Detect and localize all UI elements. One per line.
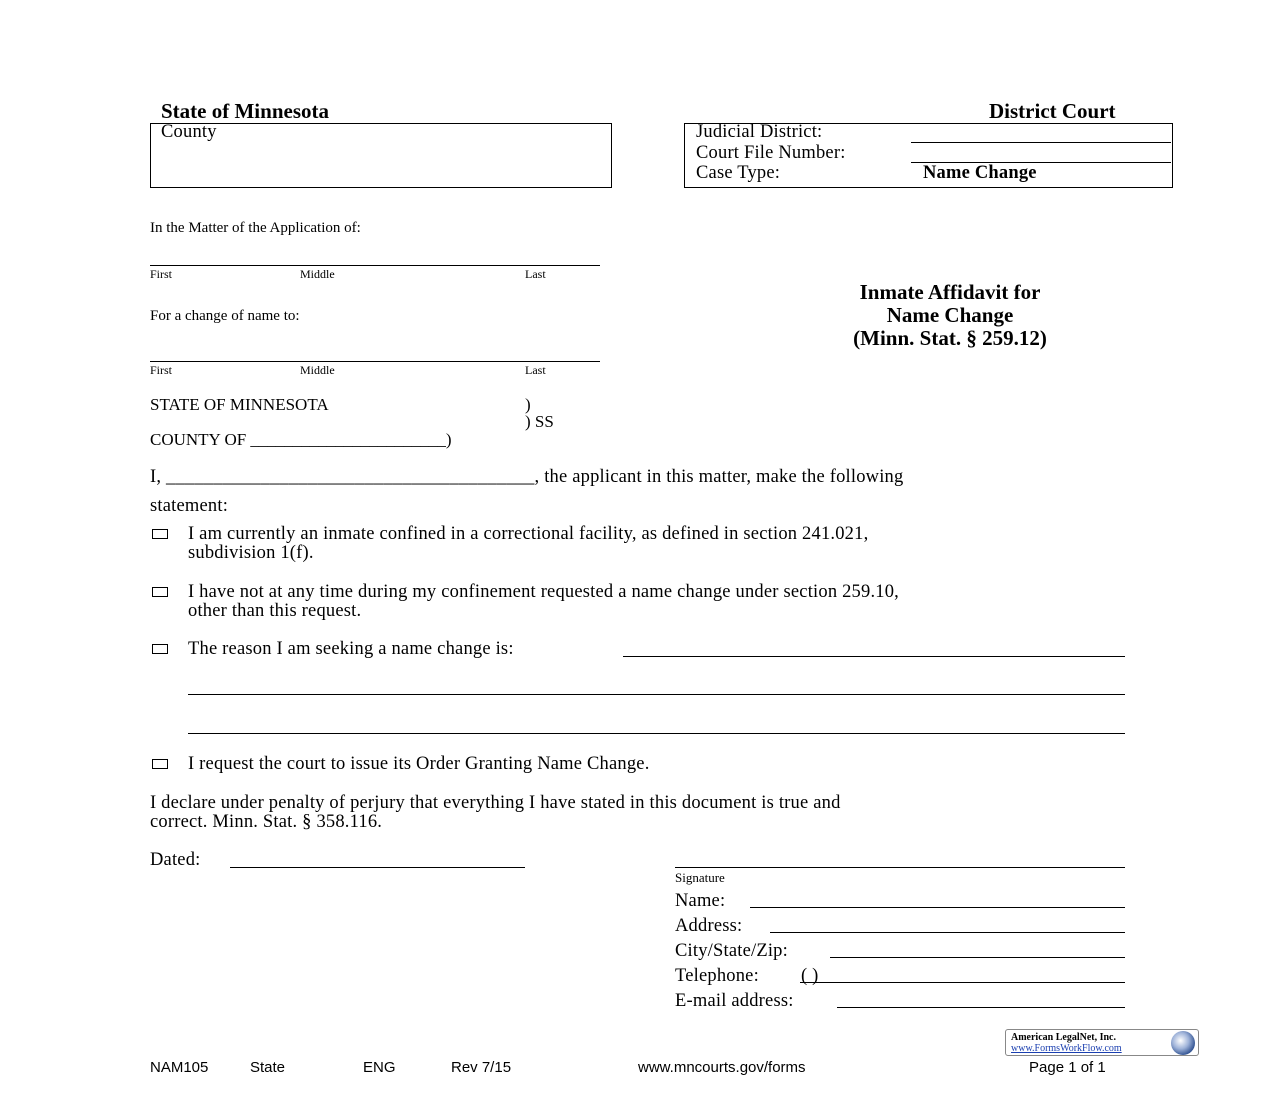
new-name-field[interactable] [150,361,600,362]
signature-label: Signature [675,870,725,885]
name-label: Name: [675,891,726,911]
phone-parens: ( ) [801,966,819,986]
first-label-2: First [150,363,173,377]
logo-company: American LegalNet, Inc. [1011,1032,1116,1043]
county-label: County [161,122,217,142]
declaration-line2: correct. Minn. Stat. § 358.116. [150,812,383,832]
footer-state: State [250,1059,286,1076]
reason-field-1[interactable] [623,656,1125,657]
matter-intro: In the Matter of the Application of: [150,220,361,236]
item2-line1: I have not at any time during my confinement requested a name change under section 259.10, [188,582,900,602]
logo-url[interactable]: www.FormsWorkFlow.com [1011,1043,1122,1054]
item1-line2: subdivision 1(f). [188,543,314,563]
inmate-checkbox[interactable] [152,529,168,539]
reason-field-2[interactable] [188,694,1125,695]
city-label: City/State/Zip: [675,941,788,961]
last-label-2: Last [525,363,546,377]
judicial-district-field[interactable] [911,142,1171,143]
reason-field-3[interactable] [188,733,1125,734]
address-label: Address: [675,916,743,936]
case-type-value: Name Change [923,163,1037,183]
case-type-label: Case Type: [696,163,781,183]
county-box[interactable] [150,123,612,188]
footer-page: Page 1 of 1 [1029,1059,1106,1076]
applicant-statement: I, _______________________________________, the applicant in this matter, make the following [150,467,904,487]
venue-state: STATE OF MINNESOTA [150,395,329,414]
middle-label-2: Middle [300,363,335,377]
applicant-name-field[interactable] [150,265,600,266]
middle-label: Middle [300,267,335,281]
venue-county: COUNTY OF _______________________) [150,430,452,449]
form-title-line1: Inmate Affidavit for [859,280,1041,304]
globe-icon [1171,1031,1195,1055]
telephone-field[interactable] [800,982,1125,983]
dated-field[interactable] [230,867,525,868]
footer-form-id: NAM105 [150,1059,209,1076]
item1-line1: I am currently an inmate confined in a correctional facility, as defined in section 241.021, [188,524,869,544]
no-prior-request-checkbox[interactable] [152,587,168,597]
court-heading: District Court [989,99,1116,123]
item4-label: I request the court to issue its Order Granting Name Change. [188,754,650,774]
form-title [800,281,1100,350]
email-field[interactable] [837,1007,1125,1008]
telephone-label: Telephone: [675,966,759,986]
venue-ss: ) SS [525,412,554,431]
americanlegalnet-logo[interactable] [1005,1029,1199,1056]
footer-rev: Rev 7/15 [451,1059,512,1076]
declaration-line1: I declare under penalty of perjury that everything I have stated in this document is true and [150,793,841,813]
city-field[interactable] [830,957,1125,958]
request-order-checkbox[interactable] [152,759,168,769]
dated-label: Dated: [150,850,201,870]
reason-checkbox[interactable] [152,644,168,654]
item3-label: The reason I am seeking a name change is: [188,639,514,659]
last-label: Last [525,267,546,281]
venue-paren-1: ) [525,395,531,414]
form-title-line3: (Minn. Stat. § 259.12) [853,326,1047,350]
court-file-number-field[interactable] [911,162,1171,163]
item2-line2: other than this request. [188,601,362,621]
change-to-label: For a change of name to: [150,308,300,324]
footer-url[interactable]: www.mncourts.gov/forms [638,1059,806,1076]
state-heading: State of Minnesota [161,99,329,123]
statement-cont: statement: [150,496,229,516]
form-title-line2: Name Change [886,303,1014,327]
footer-lang: ENG [363,1059,396,1076]
court-file-number-label: Court File Number: [696,143,846,163]
signature-field[interactable] [675,867,1125,868]
address-field[interactable] [770,932,1125,933]
email-label: E-mail address: [675,991,794,1011]
name-field[interactable] [750,907,1125,908]
judicial-district-label: Judicial District: [696,122,823,142]
first-label: First [150,267,173,281]
